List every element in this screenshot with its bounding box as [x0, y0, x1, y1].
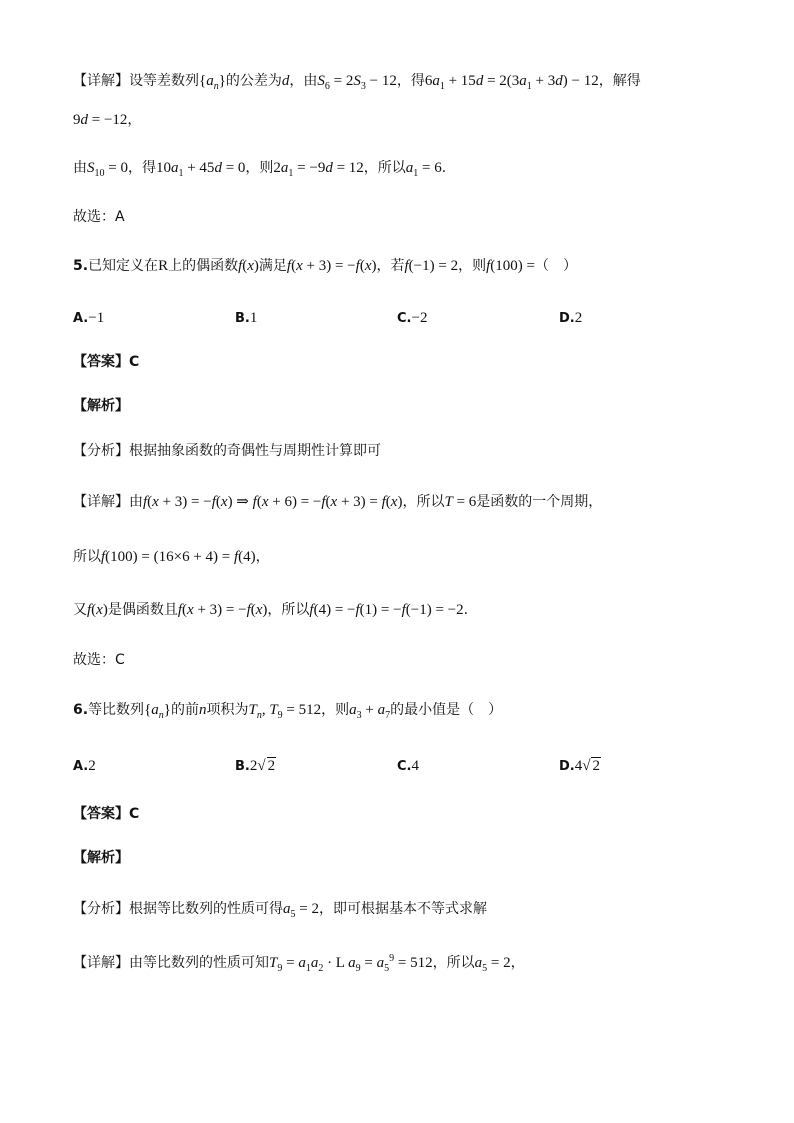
option-value: 2 [574, 310, 583, 326]
q5-detail-2 [73, 547, 270, 567]
math-period: T = 6 [444, 494, 477, 510]
question-number: 5. [73, 258, 89, 274]
option-label: C. [397, 311, 412, 326]
analysis-label: 【分析】 [73, 443, 129, 459]
q5-answer [73, 352, 139, 372]
text: ，则 [458, 258, 487, 274]
answer-label: 【答案】 [73, 806, 129, 822]
math-cond: f(x + 3) = −f(x) [286, 258, 377, 274]
choose-line-1: 故选：A [73, 209, 125, 225]
math-a3a7: $a_3 + a_7$ [349, 702, 391, 721]
option-value: −2 [411, 310, 428, 326]
answer-value: C [129, 806, 140, 822]
math-f100-eq: f(100) = (16×6 + 4) = f(4) [101, 549, 256, 565]
math-a5: $a_5 = 2$ [283, 901, 319, 920]
text: 项积为 [206, 702, 249, 718]
option-value: −1 [88, 310, 105, 326]
text: 的前 [170, 702, 199, 718]
sqrt-radicand: 2 [592, 758, 600, 774]
math-eq3: 9d = −12 [73, 112, 128, 128]
text: ，即可根据基本不等式求解 [318, 901, 487, 917]
q6-detail-1 [73, 953, 525, 973]
text: 由 [129, 494, 143, 510]
text: ， [255, 549, 270, 565]
text: 的最小值是（ ） [390, 702, 503, 718]
analysis-text: 根据抽象函数的奇偶性与周期性计算即可 [129, 443, 381, 459]
math-a5-2: $a_5 = 2$ [474, 955, 511, 974]
q6-answer [73, 804, 139, 824]
q6-analysis [73, 899, 487, 919]
text: ，解得 [598, 73, 641, 89]
q5-option-d [559, 308, 582, 329]
option-label: C. [397, 759, 412, 774]
option-label: B. [235, 759, 250, 774]
sqrt-radicand: 2 [267, 758, 276, 774]
q6-option-a [73, 756, 96, 777]
question-5 [73, 256, 577, 276]
math-T9: $T_n$, $T_9 = 512$ [248, 702, 322, 721]
math-eq4: $S_{10} = 0$ [87, 160, 128, 179]
text: 等比数列 [88, 702, 145, 718]
option-value: 1 [249, 310, 258, 326]
math-chain: f(x + 3) = −f(x) ⇒ f(x + 6) = −f(x + 3) = f(x) [143, 494, 403, 510]
option-value: 4 [411, 758, 419, 774]
q6-option-d [559, 756, 601, 777]
text: 设等差数列 [129, 73, 199, 89]
q5-option-a [73, 308, 104, 329]
text: 的公差为 [225, 73, 282, 89]
option-value: 4√ 2 [574, 758, 600, 774]
math-fx2: f(x) [87, 602, 108, 618]
math-fx: f(x) [238, 258, 259, 274]
answer-value: C [129, 354, 140, 370]
text: 根据等比数列的性质可得 [129, 901, 283, 917]
option-label: B. [235, 311, 250, 326]
text: ， [510, 955, 525, 971]
math-f100: f(100) = [486, 258, 535, 274]
q5-analysis [73, 441, 381, 461]
q6-option-b [235, 756, 276, 777]
option-coefficient: 2 [249, 758, 258, 774]
math-cond2: f(−1) = 2 [404, 258, 459, 274]
choose-line-2: 故选：C [73, 652, 125, 668]
text: ，所以 [363, 160, 406, 176]
detail-label: 【详解】 [73, 955, 129, 971]
question-number: 6. [73, 702, 89, 718]
text: ，所以 [402, 494, 445, 510]
text: . [441, 160, 447, 176]
detail-line-1 [73, 71, 641, 91]
option-label: A. [73, 759, 89, 774]
math-eq5: $10a_1 + 45d = 0$ [155, 160, 246, 179]
q5-detail-3 [73, 600, 468, 620]
text: ，则 [321, 702, 350, 718]
detail-label: 【详解】 [73, 73, 129, 89]
text: （ ） [534, 258, 577, 274]
analysis-label: 【分析】 [73, 901, 129, 917]
text: ，所以 [267, 602, 310, 618]
math-cond3: f(x + 3) = −f(x) [177, 602, 268, 618]
question-6 [73, 700, 502, 720]
option-value: 2√ 2 [249, 758, 276, 774]
text: ， [127, 112, 142, 128]
text: 是函数的一个周期， [476, 494, 603, 510]
q5-option-c [397, 308, 427, 329]
option-coefficient: 4 [574, 758, 583, 774]
option-label: A. [73, 311, 89, 326]
math-n: n [198, 702, 207, 718]
math-product: $T_9 = a_1a_2 \cdot L$ $a_9 = a_5^9 = 512$ [269, 953, 433, 974]
q6-analysis-head: 【解析】 [73, 850, 129, 866]
text: 满足 [258, 258, 287, 274]
text: 由等比数列的性质可知 [129, 955, 269, 971]
text: ，若 [376, 258, 405, 274]
text: 已知定义在 [88, 258, 159, 274]
math-f4: f(4) = −f(1) = −f(−1) = −2 [309, 602, 464, 618]
text: 所以 [73, 549, 101, 565]
math-seq: $\{a_n\}$ [199, 73, 226, 92]
q5-option-b [235, 308, 257, 329]
text: ，则 [245, 160, 274, 176]
text: ，所以 [432, 955, 475, 971]
math-R: R [158, 258, 169, 274]
math-eq7: $a_1 = 6$ [405, 160, 442, 179]
text: 上的偶函数 [168, 258, 239, 274]
detail-label: 【详解】 [73, 494, 129, 510]
math-d: d [281, 73, 290, 89]
q6-option-c [397, 756, 419, 777]
detail-line-3 [73, 158, 446, 178]
q5-analysis-head: 【解析】 [73, 398, 129, 414]
math-eq2: $6a_1 + 15d = 2(3a_1 + 3d) - 12$ [424, 73, 599, 92]
text: 由 [73, 160, 87, 176]
text: 是偶函数且 [107, 602, 178, 618]
text: . [463, 602, 469, 618]
option-value: 2 [88, 758, 96, 774]
text: 又 [73, 602, 87, 618]
text: ，得 [127, 160, 156, 176]
text: ，得 [396, 73, 425, 89]
answer-label: 【答案】 [73, 354, 129, 370]
detail-line-2 [73, 110, 141, 130]
math-seq2: $\{a_n\}$ [144, 702, 171, 721]
option-label: D. [559, 759, 575, 774]
math-eq1: $S_6 = 2S_3 - 12$ [317, 73, 397, 92]
q5-detail-1 [73, 492, 602, 512]
math-eq6: $2a_1 = -9d = 12$ [273, 160, 364, 179]
option-label: D. [559, 311, 575, 326]
text: ，由 [289, 73, 318, 89]
